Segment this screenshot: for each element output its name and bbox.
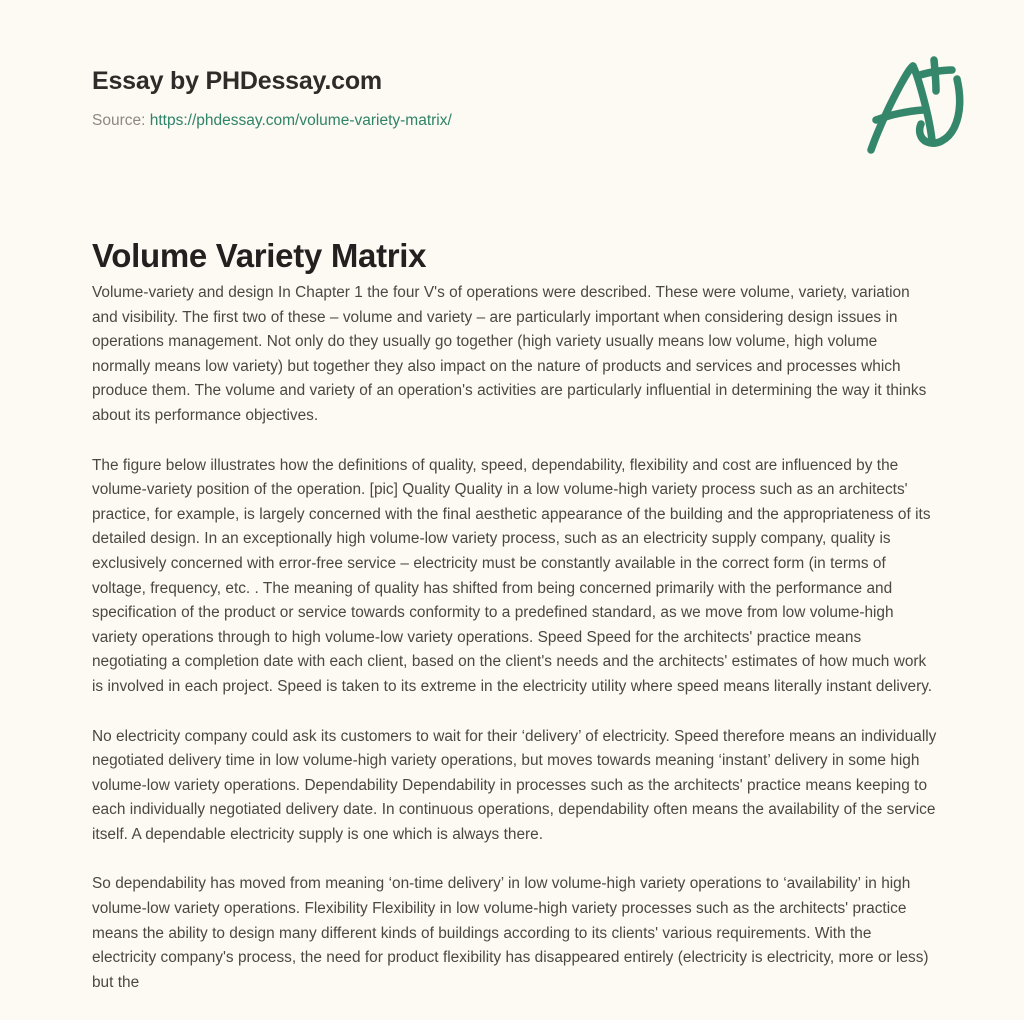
source-url-link[interactable]: https://phdessay.com/volume-variety-matrix/ bbox=[149, 112, 452, 129]
source-label: Source: bbox=[92, 112, 146, 129]
page-header bbox=[92, 66, 952, 132]
aplus-logo-glyph bbox=[856, 48, 972, 160]
article-body bbox=[92, 281, 938, 995]
aplus-logo-icon bbox=[856, 48, 972, 160]
paragraph: So dependability has moved from meaning ‘on-time delivery’ in low volume-high variety operations to ‘availability’ in high volume-low variety operations. Flexibility Flexibility in low volume-high variety processes such as the architects' practice means the ability to design many different kinds of buildings according to its clients' various requirements. With the electricity company's process, the need for product flexibility has disappeared entirely (electricity is electricity, more or less) but the bbox=[92, 875, 929, 991]
paragraph: The figure below illustrates how the definitions of quality, speed, dependability, flexibility and cost are influenced by the volume-variety position of the operation. [pic] Quality Quality in a low volume-high variety process such as an architects' practice, for example, is largely concerned with the final aesthetic appearance of the building and the appropriateness of its detailed design. In an exceptionally high volume-low variety process, such as an electricity supply company, quality is exclusively concerned with error-free service – electricity must be constantly available in the correct form (in terms of voltage, frequency, etc. . The meaning of quality has shifted from being concerned primarily with the performance and specification of the product or service towards conformity to a predefined standard, as we move from low volume-high variety operations through to high volume-low variety operations. Speed Speed for the architects' practice means negotiating a completion date with each client, based on the client's needs and the architects' estimates of how much work is involved in each project. Speed is taken to its extreme in the electricity utility where speed means literally instant delivery. bbox=[92, 456, 933, 695]
source-line bbox=[92, 110, 952, 132]
brand-title: Essay by PHDessay.com bbox=[92, 67, 382, 95]
paragraph: No electricity company could ask its customers to wait for their ‘delivery’ of electricity. Speed therefore means an individually negotiated delivery time in low volume-high variety operations, but moves towards meaning ‘instant’ delivery in some high volume-low variety operations. Dependability Dependability in processes such as the architects' practice means keeping to each individually negotiated delivery date. In continuous operations, dependability often means the availability of the service itself. A dependable electricity supply is one which is always there. bbox=[92, 727, 937, 843]
paragraph: Volume-variety and design In Chapter 1 the four V's of operations were described. These were volume, variety, variation and visibility. The first two of these – volume and variety – are particularly important when considering design issues in operations management. Not only do they usually go together (high variety usually means low volume, high volume normally means low variety) but together they also impact on the nature of products and services and processes which produce them. The volume and variety of an operation's activities are particularly influential in determining the way it thinks about its performance objectives. bbox=[92, 284, 927, 424]
page-title: Volume Variety Matrix bbox=[92, 237, 427, 275]
